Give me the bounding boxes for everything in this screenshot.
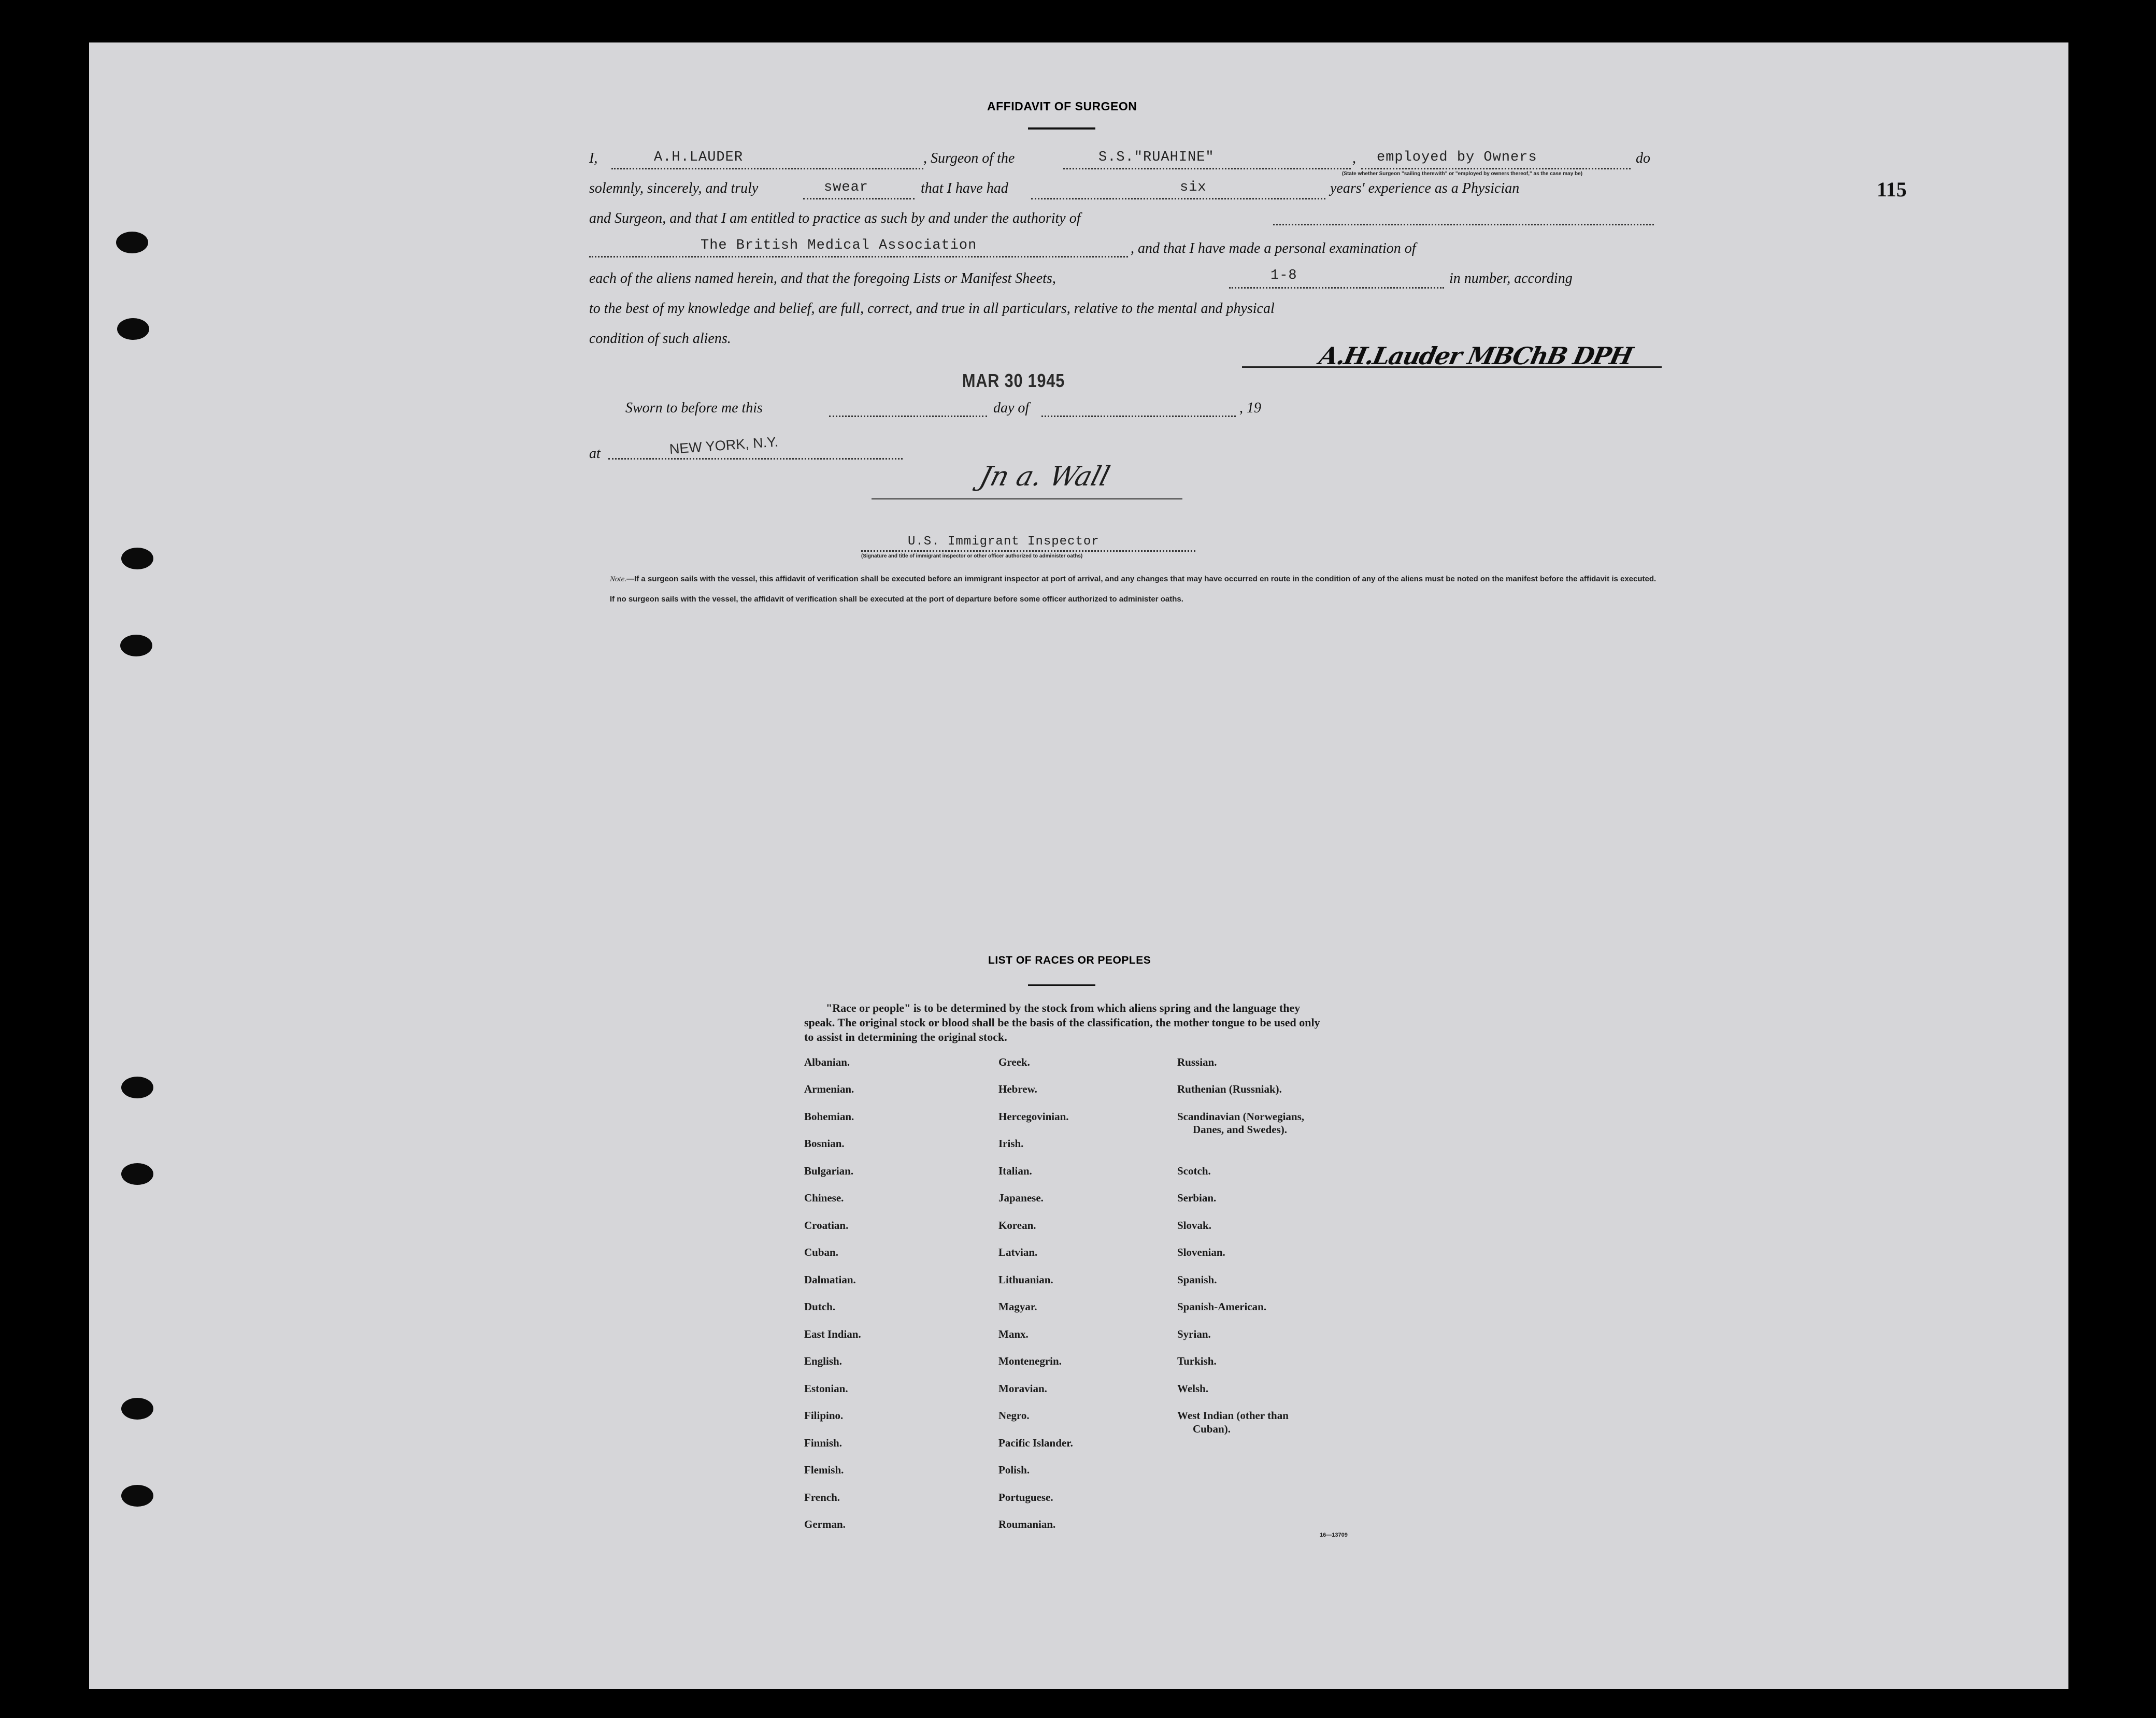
race-item: Ruthenian (Russniak). [1177, 1083, 1282, 1095]
sheets-field [1229, 287, 1444, 289]
at-label: at [589, 446, 601, 462]
inspector-caption: (Signature and title of immigrant inspector or other officer authorized to administer oaths) [861, 553, 1083, 559]
race-item: Syrian. [1177, 1328, 1211, 1340]
race-item: Spanish. [1177, 1273, 1217, 1286]
punch-hole [121, 1077, 153, 1098]
punch-hole [116, 232, 148, 253]
line5-b: in number, according [1449, 270, 1573, 287]
race-item: Japanese. [998, 1192, 1044, 1204]
years-value: six [1180, 180, 1207, 195]
race-item: Hercegovinian. [998, 1110, 1069, 1123]
oath-field [803, 198, 915, 199]
race-item: Lithuanian. [998, 1273, 1053, 1286]
race-item: Slovak. [1177, 1219, 1211, 1232]
note-paragraph-2: If no surgeon sails with the vessel, the affidavit of verification shall be executed at the port of departure before some officer authorized to administer oaths. [610, 595, 1183, 604]
place-field [608, 458, 903, 460]
date-stamp: MAR 30 1945 [962, 370, 1065, 391]
race-item: Bulgarian. [804, 1165, 854, 1177]
race-item: Magyar. [998, 1300, 1037, 1313]
day-of-label: day of [993, 400, 1030, 416]
race-item: Chinese. [804, 1192, 844, 1204]
race-item: Flemish. [804, 1464, 844, 1476]
race-item: Italian. [998, 1165, 1032, 1177]
place-stamp: NEW YORK, N.Y. [668, 434, 779, 457]
sworn-month-field [1041, 416, 1236, 417]
race-item: Moravian. [998, 1382, 1047, 1395]
vessel-name: S.S."RUAHINE" [1098, 150, 1215, 165]
oath-word: swear [824, 180, 869, 195]
race-item: Roumanian. [998, 1518, 1056, 1530]
line4-b: , and that I have made a personal examination of [1131, 240, 1416, 256]
employment-value: employed by Owners [1377, 150, 1537, 165]
punch-hole [121, 1163, 153, 1185]
race-item: Korean. [998, 1219, 1036, 1232]
authority-value: The British Medical Association [701, 238, 977, 253]
surgeon-signature: A.H.Lauder MBChB DPH [1317, 342, 1635, 370]
note-paragraph-1 [589, 574, 1662, 584]
inspector-signature: Jn a. Wall [976, 461, 1113, 492]
line7: condition of such aliens. [589, 331, 731, 347]
race-item: Russian. [1177, 1056, 1217, 1068]
inspector-signature-line [872, 498, 1182, 499]
race-item: Greek. [998, 1056, 1030, 1068]
race-item: Bosnian. [804, 1137, 845, 1150]
race-item: Pacific Islander. [998, 1437, 1073, 1449]
line5-a: each of the aliens named herein, and that the foregoing Lists or Manifest Sheets, [589, 270, 1056, 287]
race-item: Dutch. [804, 1300, 836, 1313]
race-item: Armenian. [804, 1083, 854, 1095]
authority-field-2 [589, 256, 1128, 257]
race-item: Albanian. [804, 1056, 850, 1068]
form-code: 16—13709 [1320, 1532, 1348, 1538]
title-rule [1028, 127, 1095, 130]
race-item: Turkish. [1177, 1355, 1217, 1367]
race-item: Irish. [998, 1137, 1024, 1150]
surgeon-name: A.H.LAUDER [654, 150, 744, 165]
inspector-title-field [861, 550, 1195, 552]
punch-hole [120, 635, 152, 656]
affidavit-title: AFFIDAVIT OF SURGEON [987, 99, 1137, 113]
race-item: Danes, and Swedes). [1193, 1123, 1288, 1136]
surgeon-of-label: , Surgeon of the [923, 150, 1015, 166]
sheets-value: 1-8 [1270, 268, 1297, 283]
race-item: English. [804, 1355, 842, 1367]
surgeon-name-field [611, 168, 923, 169]
employment-note: (State whether Surgeon "sailing therewith" or "employed by owners thereof," as the case may be) [1341, 171, 1583, 177]
race-item: Slovenian. [1177, 1246, 1225, 1258]
line2-c: years' experience as a Physician [1330, 180, 1520, 196]
race-item: Serbian. [1177, 1192, 1217, 1204]
races-intro: "Race or people" is to be determined by the stock from which aliens spring and the language they speak. The original stock or blood shall be the basis of the classification, the mother tongue to be used only to assist in determining the original stock. [804, 1001, 1320, 1043]
race-item: Filipino. [804, 1409, 844, 1422]
race-item: Polish. [998, 1464, 1030, 1476]
race-item: Estonian. [804, 1382, 848, 1395]
punch-hole [117, 318, 149, 340]
race-item: Welsh. [1177, 1382, 1209, 1395]
race-item: Latvian. [998, 1246, 1038, 1258]
document-page [89, 42, 2068, 1689]
note-text-1: —If a surgeon sails with the vessel, this affidavit of verification shall be executed before an immigrant inspector at port of arrival, and any changes that may have occurred en route in the condition of any of the aliens must be noted on the manifest before the affidavit is executed. [626, 575, 1657, 583]
authority-field-1 [1273, 224, 1654, 225]
race-item: Dalmatian. [804, 1273, 856, 1286]
race-item: French. [804, 1491, 840, 1504]
year-label: , 19 [1239, 400, 1261, 416]
inspector-title: U.S. Immigrant Inspector [908, 535, 1100, 549]
race-item: Cuban). [1193, 1423, 1231, 1435]
race-item: West Indian (other than [1177, 1409, 1289, 1422]
comma: , [1352, 150, 1356, 166]
years-field [1031, 198, 1325, 199]
race-item: Hebrew. [998, 1083, 1037, 1095]
races-title: LIST OF RACES OR PEOPLES [988, 954, 1151, 966]
race-item: Finnish. [804, 1437, 842, 1449]
race-item: Negro. [998, 1409, 1030, 1422]
line1-i: I, [589, 150, 598, 166]
race-item: Cuban. [804, 1246, 838, 1258]
races-title-rule [1028, 984, 1095, 986]
race-item: German. [804, 1518, 846, 1530]
page-number: 115 [1877, 178, 1907, 201]
note-label: Note. [610, 575, 627, 583]
race-item: Manx. [998, 1328, 1029, 1340]
race-item: Montenegrin. [998, 1355, 1062, 1367]
race-item: Scandinavian (Norwegians, [1177, 1110, 1305, 1123]
line6: to the best of my knowledge and belief, are full, correct, and true in all particulars, relative to the mental and physical [589, 300, 1275, 317]
line3: and Surgeon, and that I am entitled to practice as such by and under the authority of [589, 210, 1081, 226]
vessel-field [1063, 168, 1351, 169]
do-label: do [1636, 150, 1650, 166]
punch-hole [121, 1485, 153, 1507]
line2-b: that I have had [921, 180, 1008, 196]
race-item: Bohemian. [804, 1110, 854, 1123]
race-item: Portuguese. [998, 1491, 1053, 1504]
employment-field [1361, 168, 1631, 169]
punch-hole [121, 1398, 153, 1420]
line2-a: solemnly, sincerely, and truly [589, 180, 759, 196]
race-item: Scotch. [1177, 1165, 1211, 1177]
race-item: East Indian. [804, 1328, 861, 1340]
race-item: Spanish-American. [1177, 1300, 1267, 1313]
sworn-label: Sworn to before me this [625, 400, 763, 416]
punch-hole [121, 548, 153, 569]
race-item: Croatian. [804, 1219, 849, 1232]
sworn-day-field [829, 416, 987, 417]
